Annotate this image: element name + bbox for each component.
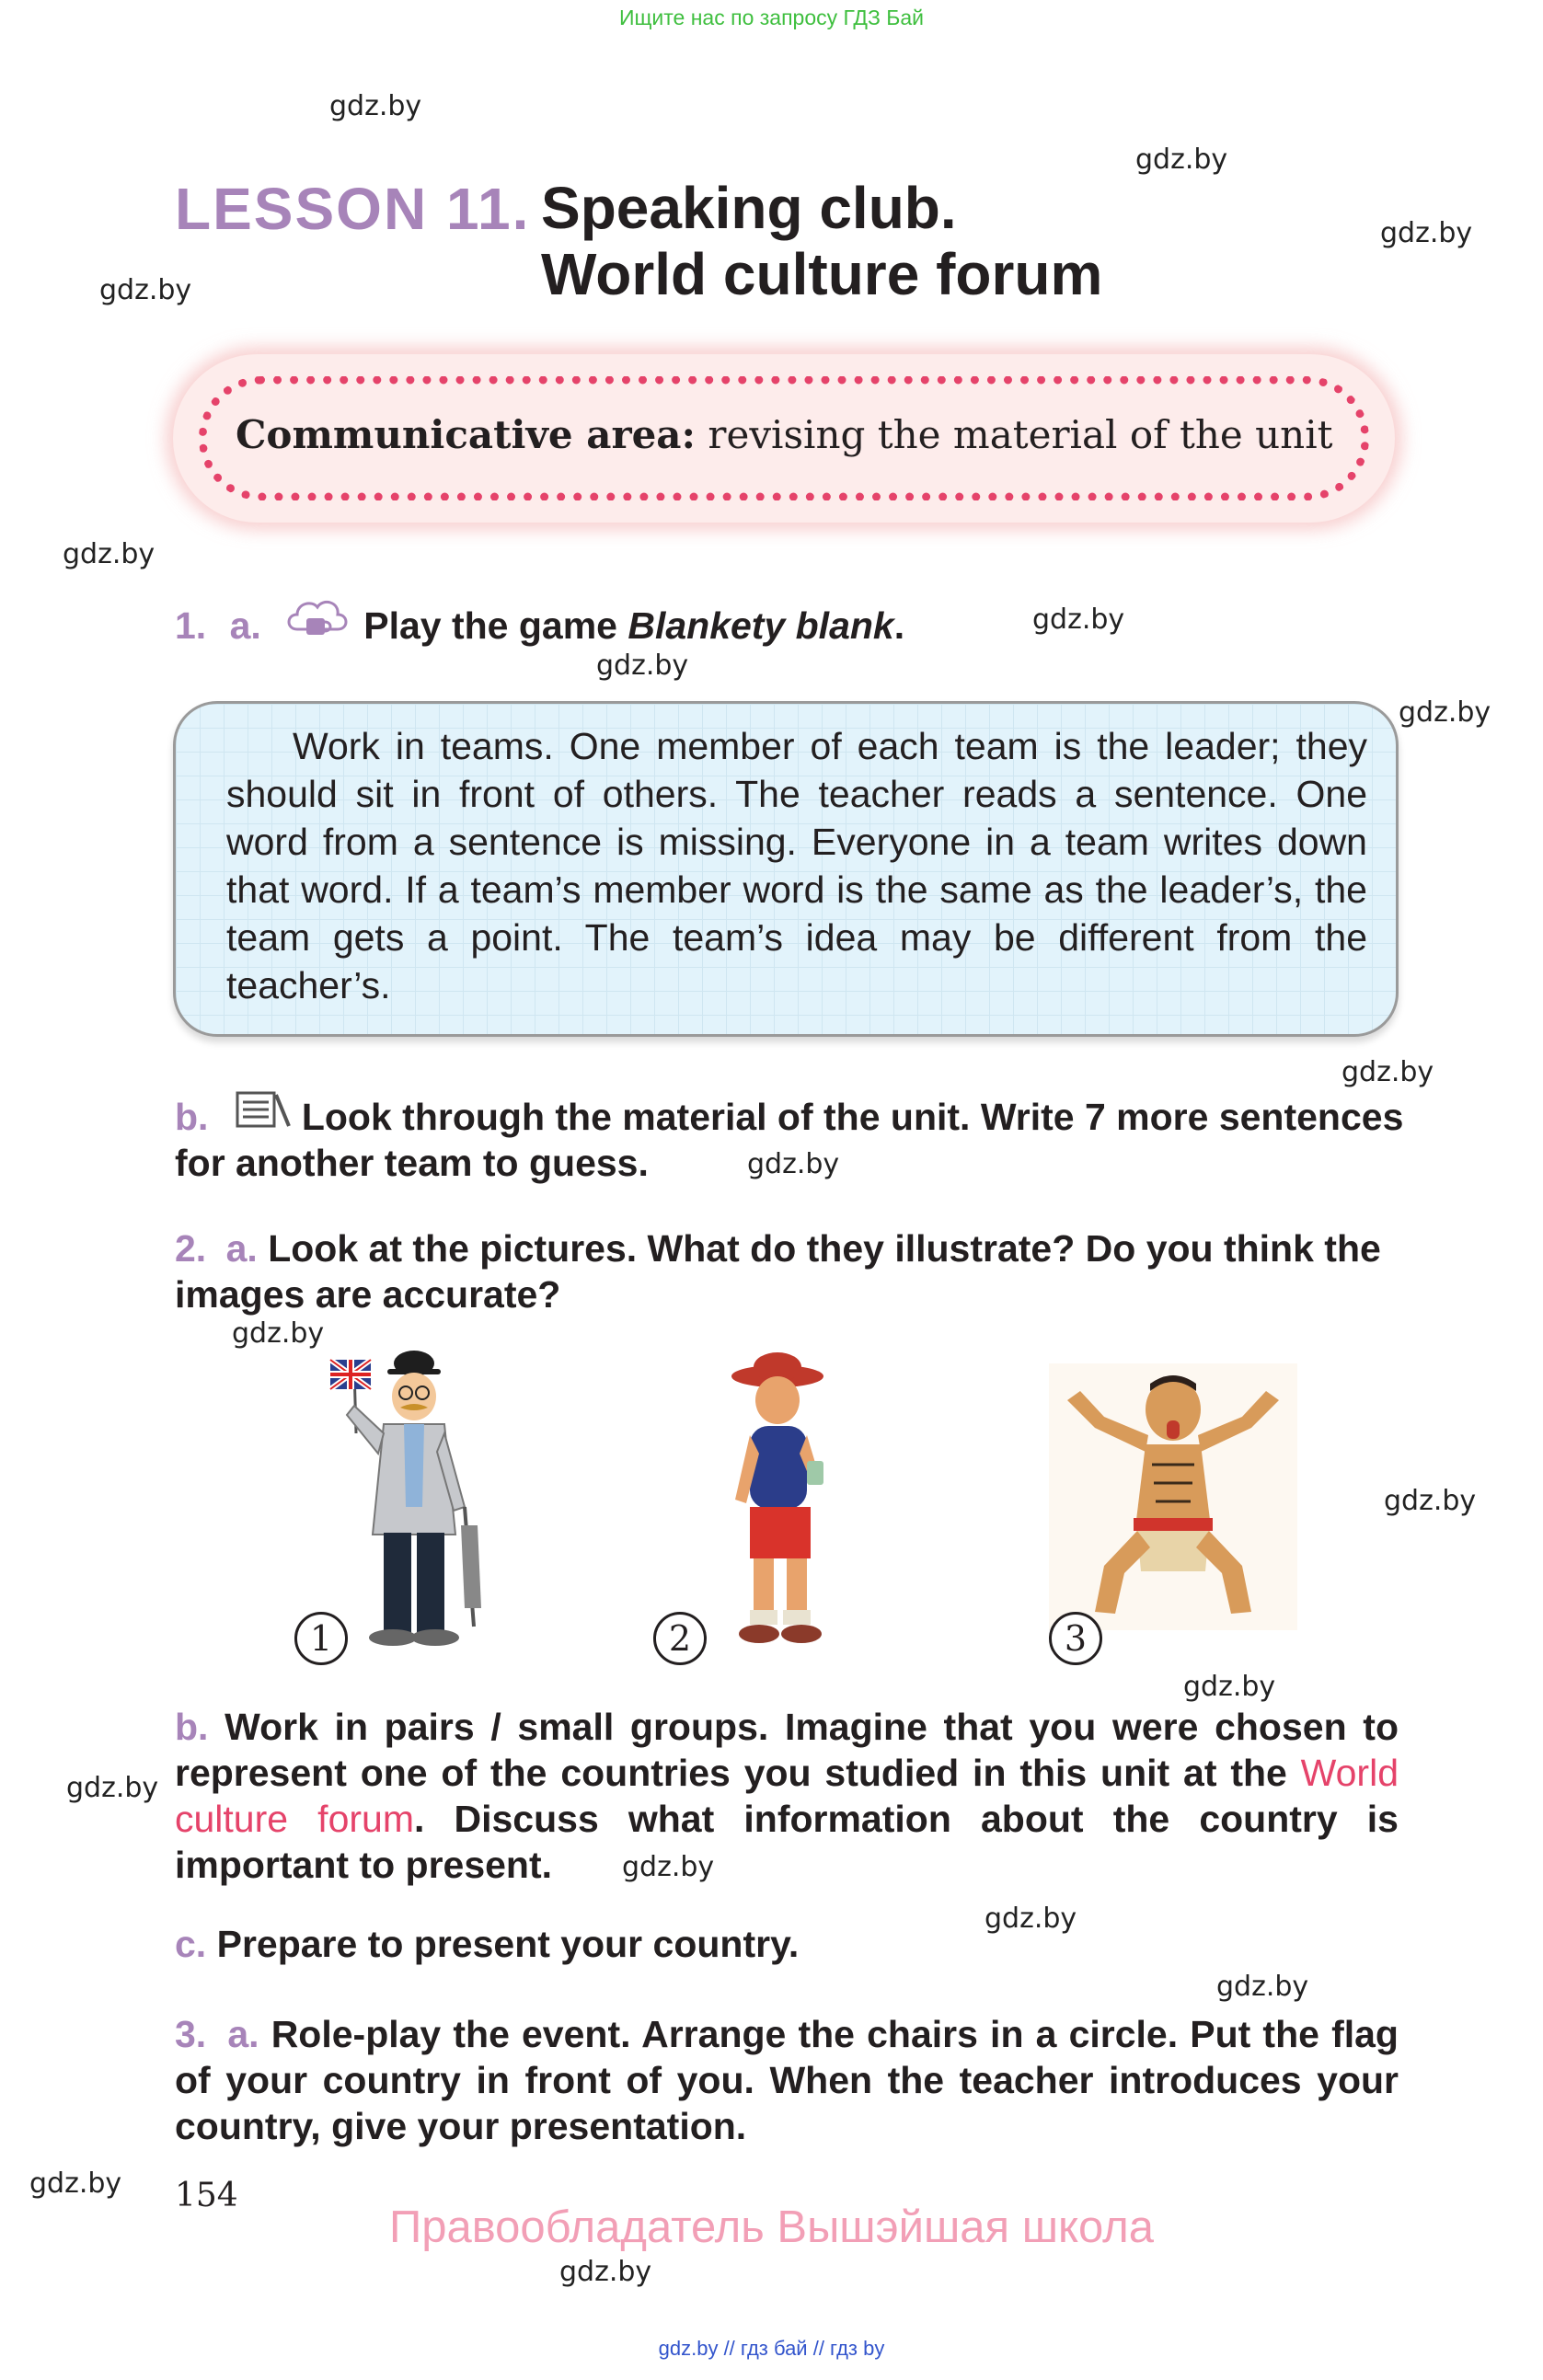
communicative-area-value: revising the material of the unit <box>696 412 1333 457</box>
exercise-2b-text-end: . Discuss what information about the country is important to present. <box>175 1798 1399 1886</box>
exercise-1a-text: Play the game <box>363 604 628 647</box>
lesson-title-line1: Speaking club. <box>541 175 957 241</box>
watermark: gdz.by <box>99 274 192 306</box>
exercise-2a-line1 <box>175 1225 1399 1271</box>
game-name: Blankety blank <box>628 604 894 647</box>
australian-man-illustration <box>722 1352 842 1656</box>
exercise-letter: a. <box>227 2013 259 2055</box>
notebook-write-icon <box>234 1089 293 1133</box>
exercise-2a <box>175 1225 1399 1317</box>
exercise-1b-line1 <box>175 1089 1404 1140</box>
exercise-1b <box>175 1089 1404 1186</box>
instructions-text: Work in teams. One member of each team is the leader; they should sit in front of others. The teacher reads a sentence. One word from a sentence is missing. Everyone in a team writes down that word. If a team’s member word is the same as the leader’s, the team gets a point. The team’s idea may be different from the teacher’s. <box>226 725 1367 1006</box>
copyright-notice: Правообладатель Вышэйшая школа <box>388 2202 1155 2252</box>
top-banner: Ищите нас по запросу ГДЗ Бай <box>618 6 925 29</box>
watermark: gdz.by <box>747 1148 840 1180</box>
watermark: gdz.by <box>1135 144 1228 176</box>
communicative-area-box <box>173 354 1395 523</box>
picture-number: 1 <box>294 1612 348 1665</box>
instructions-box <box>173 701 1399 1037</box>
watermark: gdz.by <box>1380 217 1473 249</box>
english-gentleman-illustration <box>327 1351 520 1654</box>
exercise-2a-text: Look at the pictures. What do they illustrate? Do you think the <box>268 1227 1381 1270</box>
exercise-letter: b. <box>175 1706 209 1748</box>
watermark: gdz.by <box>985 1903 1077 1935</box>
communicative-area-label: Communicative area: <box>236 412 697 457</box>
watermark: gdz.by <box>1341 1056 1434 1088</box>
picture-number: 2 <box>653 1612 707 1665</box>
watermark: gdz.by <box>1032 604 1125 636</box>
exercise-letter: a. <box>229 604 261 647</box>
watermark: gdz.by <box>329 90 422 122</box>
watermark: gdz.by <box>1399 696 1491 729</box>
exercise-number: 3. <box>175 2013 207 2055</box>
exercise-number: 1. <box>175 604 207 647</box>
lesson-title <box>541 175 1102 307</box>
watermark: gdz.by <box>1183 1671 1276 1703</box>
watermark: gdz.by <box>622 1851 715 1883</box>
exercise-letter: c. <box>175 1923 207 1965</box>
exercise-2a-line2: images are accurate? <box>175 1273 561 1316</box>
communicative-area-text <box>236 412 1333 457</box>
cloud-cup-icon <box>284 596 352 644</box>
picture-number: 3 <box>1049 1612 1102 1665</box>
watermark: gdz.by <box>29 2167 122 2200</box>
exercise-3a-text: Role-play the event. Arrange the chairs in a circle. Put the flag of your country in front of you. When the teacher introduces your country, give your presentation. <box>175 2013 1399 2147</box>
exercise-1b-line2: for another team to guess. <box>175 1142 649 1184</box>
watermark: gdz.by <box>66 1772 159 1804</box>
watermark: gdz.by <box>1216 1971 1309 2003</box>
page-number: 154 <box>175 2177 238 2214</box>
exercise-1a <box>175 596 904 649</box>
watermark: gdz.by <box>1384 1485 1477 1517</box>
lesson-label: LESSON 11. <box>175 176 531 242</box>
exercise-number: 2. <box>175 1227 207 1270</box>
exercise-2c-text: Prepare to present your country. <box>216 1923 800 1965</box>
period: . <box>893 604 905 647</box>
watermark: gdz.by <box>232 1317 325 1350</box>
maori-warrior-illustration <box>1049 1363 1297 1630</box>
exercise-2c <box>175 1921 1399 1967</box>
exercise-2b <box>175 1704 1399 1888</box>
exercise-letter: a. <box>225 1227 258 1270</box>
lesson-title-line2: World culture forum <box>541 241 1103 307</box>
watermark: gdz.by <box>596 650 689 682</box>
exercise-2b-text: Work in pairs / small groups. Imagine that you were chosen to represent one of the countries you studied in this unit at the <box>175 1706 1399 1794</box>
watermark: gdz.by <box>559 2256 652 2288</box>
exercise-letter: b. <box>175 1096 209 1138</box>
exercise-3a <box>175 2011 1399 2149</box>
exercise-1b-text: Look through the material of the unit. Write 7 more sentences <box>301 1096 1404 1138</box>
bottom-watermark-line: gdz.by // гдз бай // гдз by <box>658 2337 885 2360</box>
world-culture-forum-link: World culture forum <box>175 1752 1399 1840</box>
watermark: gdz.by <box>63 538 155 570</box>
